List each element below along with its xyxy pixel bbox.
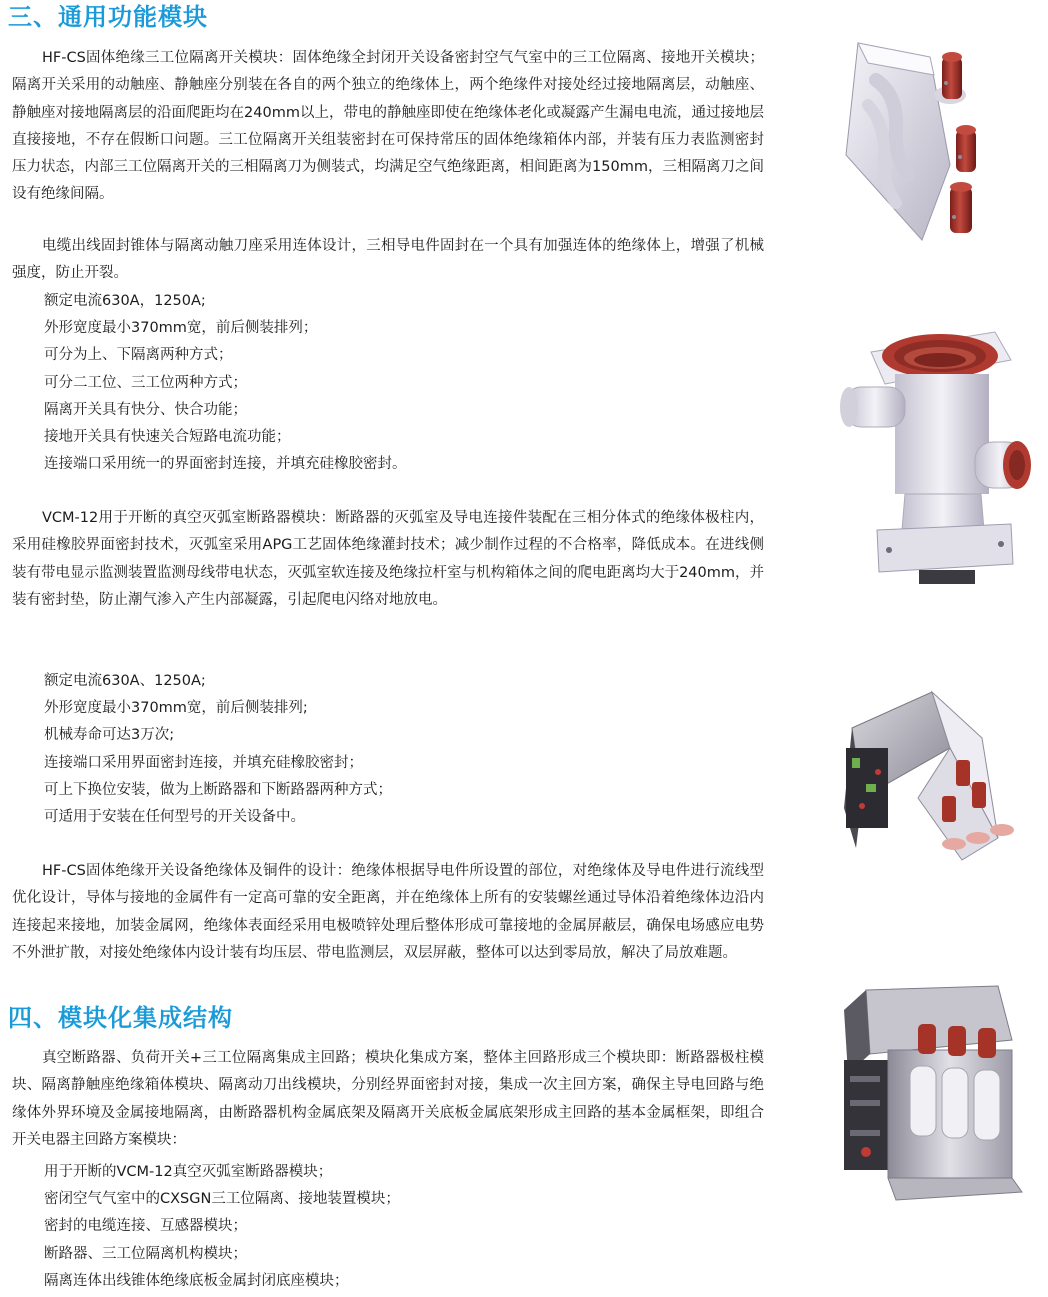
- list-item: 隔离连体出线锥体绝缘底板金属封闭底座模块；: [44, 1272, 349, 1289]
- list-item: 连接端口采用界面密封连接，并填充硅橡胶密封；: [44, 754, 363, 771]
- list-item: 密闭空气气室中的CXSGN三工位隔离、接地装置模块；: [44, 1191, 400, 1208]
- list-item: 可上下换位安装，做为上断路器和下断路器两种方式；: [44, 781, 392, 798]
- list-item: 可分二工位、三工位两种方式；: [44, 374, 247, 391]
- spec-list-breaker: [44, 668, 392, 831]
- paragraph-insulation-design: HF-CS固体绝缘开关设备绝缘体及铜件的设计：绝缘体根据导电件所设置的部位，对绝缘体及导电件进行流线型优化设计，导体与接地的金属件有一定高可靠的安全距离，并在绝缘体上所有的安装螺丝通过导体沿着绝缘体边沿内连接起来接地，加装金属网，绝缘体表面经采用电极喷锌处理后整体形成可靠接地的金属屏蔽层，确保电场感应电势不外泄扩散，对接处绝缘体内设计装有均压层、带电监测层，双层屏蔽，整体可以达到零局放，解决了局放难题。: [12, 863, 764, 961]
- section-4-title: 四、模块化集成结构: [8, 1004, 233, 1032]
- paragraph-vacuum-breaker: VCM-12用于开断的真空灭弧室断路器模块：断路器的灭弧室及导电连接件装配在三相分体式的绝缘体极柱内，采用硅橡胶界面密封技术，灭弧室采用APG工艺固体绝缘灌封技术；减少制作过程的不合格率，降低成本。在进线侧装有带电显示监测装置监测母线带电状态，灭弧室软连接及绝缘拉杆室与机构箱体之间的爬电距离均大于240mm，并装有密封垫，防止潮气渗入产生内部凝露，引起爬电闪络对地放电。: [12, 510, 764, 608]
- list-item: 可适用于安装在任何型号的开关设备中。: [44, 809, 305, 826]
- list-item: 用于开断的VCM-12真空灭弧室断路器模块；: [44, 1164, 333, 1180]
- cable-cone-insulator-photo: [835, 312, 1035, 587]
- paragraph-modular-integration: 真空断路器、负荷开关+三工位隔离集成主回路；模块化集成方案，整体主回路形成三个模块即：断路器极柱模块、隔离静触座绝缘箱体模块、隔离动刀出线模块，分别经界面密封对接，集成一次主回方案，确保主导电回路与绝缘体外界环境及金属接地隔离，由断路器机构金属底架及隔离开关底板金属底架形成主回路的基本金属框架，即组合开关电器主回路方案模块：: [12, 1050, 764, 1148]
- list-item: 机械寿命可达3万次;: [44, 727, 175, 744]
- spec-list-disconnector: [44, 288, 407, 478]
- modular-assembly-photo: [826, 980, 1036, 1205]
- module-list: [44, 1159, 400, 1295]
- list-item: 连接端口采用统一的界面密封连接，并填充硅橡胶密封。: [44, 456, 407, 473]
- list-item: 隔离开关具有快分、快合功能；: [44, 401, 247, 418]
- paragraph-disconnector-module: HF-CS固体绝缘三工位隔离开关模块：固体绝缘全封闭开关设备密封空气气室中的三工位隔离、接地开关模块；隔离开关采用的动触座、静触座分别装在各自的两个独立的绝缘体上，两个绝缘件对接处经过接地隔离层，动触座、静触座对接地隔离层的沿面爬距均在240mm以上，带电的静触座即使在绝缘体老化或凝露产生漏电电流，通过接地层直接接地，不存在假断口问题。三工位隔离开关组装密封在可保持常压的固体绝缘箱体内部，并装有压力表监测密封压力状态，内部三工位隔离开关的三相隔离刀为侧装式，均满足空气绝缘距离，相间距离为150mm，三相隔离刀之间设有绝缘间隔。: [12, 50, 764, 203]
- list-item: 断路器、三工位隔离机构模块；: [44, 1245, 247, 1262]
- paragraph-cable-cone: 电缆出线固封锥体与隔离动触刀座采用连体设计，三相导电件固封在一个具有加强连体的绝缘体上，增强了机械强度，防止开裂。: [12, 238, 764, 282]
- list-item: 外形宽度最小370mm宽，前后侧装排列;: [44, 700, 308, 717]
- list-item: 接地开关具有快速关合短路电流功能；: [44, 429, 291, 446]
- disconnector-module-photo: [838, 35, 1028, 250]
- list-item: 密封的电缆连接、互感器模块；: [44, 1218, 247, 1235]
- list-item: 外形宽度最小370mm宽，前后侧装排列；: [44, 320, 318, 337]
- breaker-module-photo: [822, 688, 1027, 866]
- list-item: 额定电流630A、1250A;: [44, 673, 206, 689]
- list-item: 额定电流630A，1250A;: [44, 293, 206, 309]
- section-3-title: 三、通用功能模块: [8, 3, 208, 31]
- list-item: 可分为上、下隔离两种方式；: [44, 347, 233, 364]
